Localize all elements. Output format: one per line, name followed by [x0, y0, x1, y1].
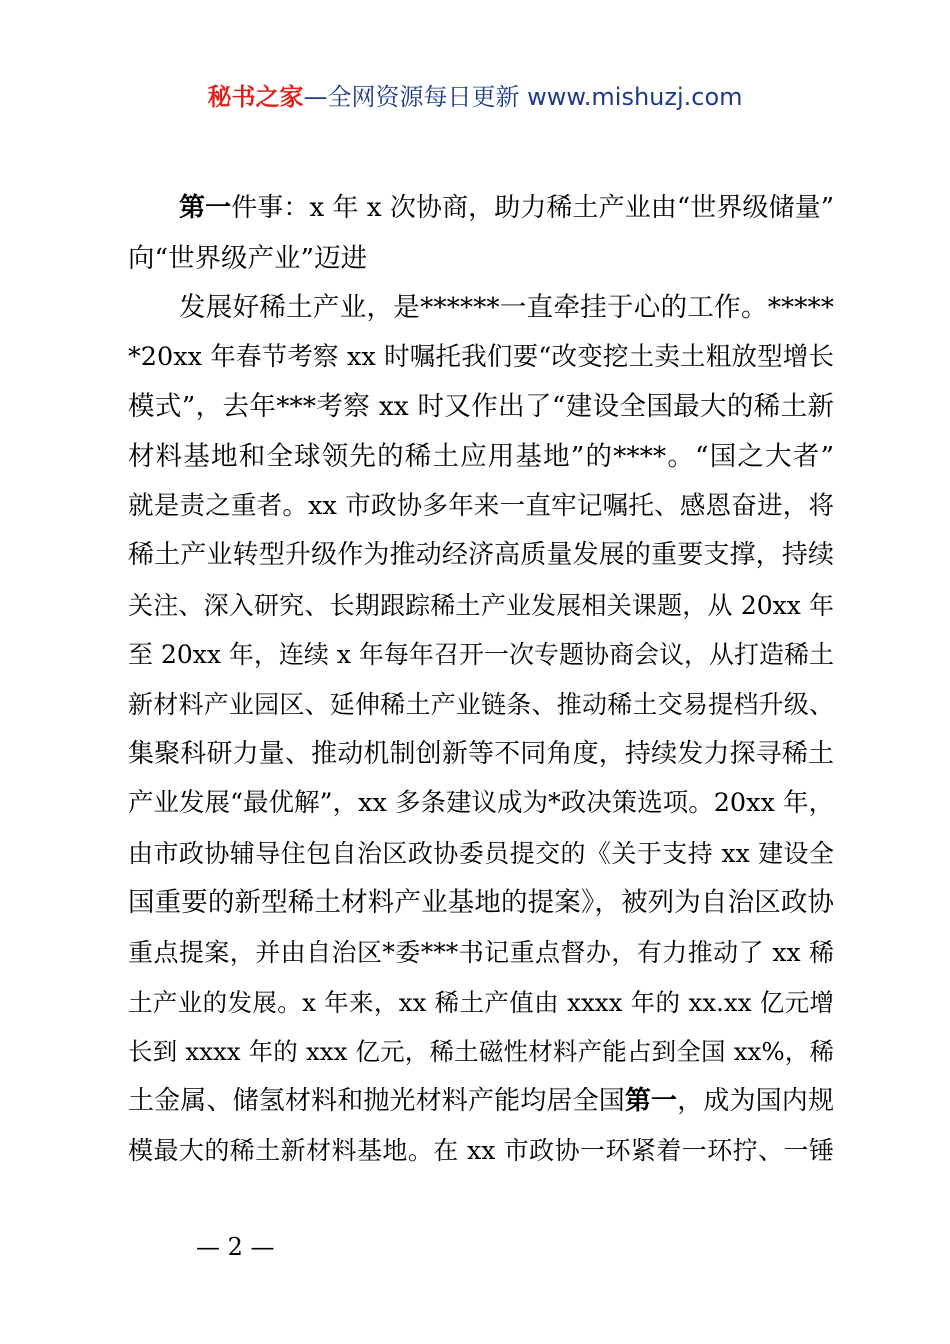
section-heading-line-1 — [128, 184, 834, 234]
paragraph-line: 关注、深入研究、长期跟踪稀土产业发展相关课题，从 20xx 年 — [128, 590, 834, 620]
paragraph-line: 产业发展“最优解”，xx 多条建议成为*政决策选项。20xx 年， — [128, 788, 835, 819]
paragraph-line: 集聚科研力量、推动机制创新等不同角度，持续发力探寻稀土 — [128, 738, 834, 769]
paragraph-line: *20xx 年春节考察 xx 时嘱托我们要“改变挖土卖土粗放型增长 — [128, 341, 834, 372]
paragraph-line: 土产业的发展。x 年来，xx 稀土产值由 xxxx 年的 xx.xx 亿元增 — [128, 987, 834, 1017]
line-text: 土金属、储氢材料和抛光材料产能均居全国 — [128, 1085, 625, 1116]
emphasis-text: 第一 — [624, 1085, 678, 1116]
paragraph-line: 长到 xxxx 年的 xxx 亿元，稀土磁性材料产能占到全国 xx%，稀 — [128, 1037, 834, 1067]
document-body — [128, 184, 834, 1176]
paragraph-line: 发展好稀土产业，是******一直牵挂于心的工作。***** — [179, 292, 834, 324]
page-number: — 2 — — [196, 1233, 275, 1261]
section-heading-line-2: 向“世界级产业”迈进 — [128, 242, 368, 274]
paragraph-line: 由市政协辅导住包自治区政协委员提交的《关于支持 xx 建设全 — [128, 838, 834, 868]
paragraph-line: 新材料产业园区、延伸稀土产业链条、推动稀土交易提档升级、 — [128, 689, 834, 719]
paragraph-line: 重点提案，并由自治区*委***书记重点督办，有力推动了 xx 稀 — [128, 937, 834, 967]
paragraph-line: 国重要的新型稀土材料产业基地的提案》，被列为自治区政协 — [128, 887, 834, 919]
paragraph-line: 至 20xx 年，连续 x 年每年召开一次专题协商会议，从打造稀土 — [128, 640, 834, 670]
heading-bold-prefix: 第一 — [179, 193, 232, 223]
paragraph-line: 材料基地和全球领先的稀土应用基地”的****。“国之大者” — [128, 440, 834, 472]
brand-name: 秘书之家 — [207, 83, 304, 111]
paragraph-line — [128, 1077, 834, 1127]
site-url-link[interactable]: www.mishuzj.com — [527, 83, 743, 111]
site-header — [0, 80, 950, 114]
paragraph-line: 模最大的稀土新材料基地。在 xx 市政协一环紧着一环拧、一锤 — [128, 1136, 834, 1166]
heading-text: 件事：x 年 x 次协商，助力稀土产业由“世界级储量” — [231, 193, 834, 223]
paragraph-line: 稀土产业转型升级作为推动经济高质量发展的重要支撑，持续 — [128, 540, 834, 571]
header-tagline: —全网资源每日更新 — [303, 83, 528, 111]
paragraph-line: 模式”，去年***考察 xx 时又作出了“建设全国最大的稀土新 — [128, 391, 834, 423]
line-text: ，成为国内规 — [677, 1085, 834, 1116]
paragraph-line: 就是责之重者。xx 市政协多年来一直牢记嘱托、感恩奋进，将 — [128, 490, 834, 521]
